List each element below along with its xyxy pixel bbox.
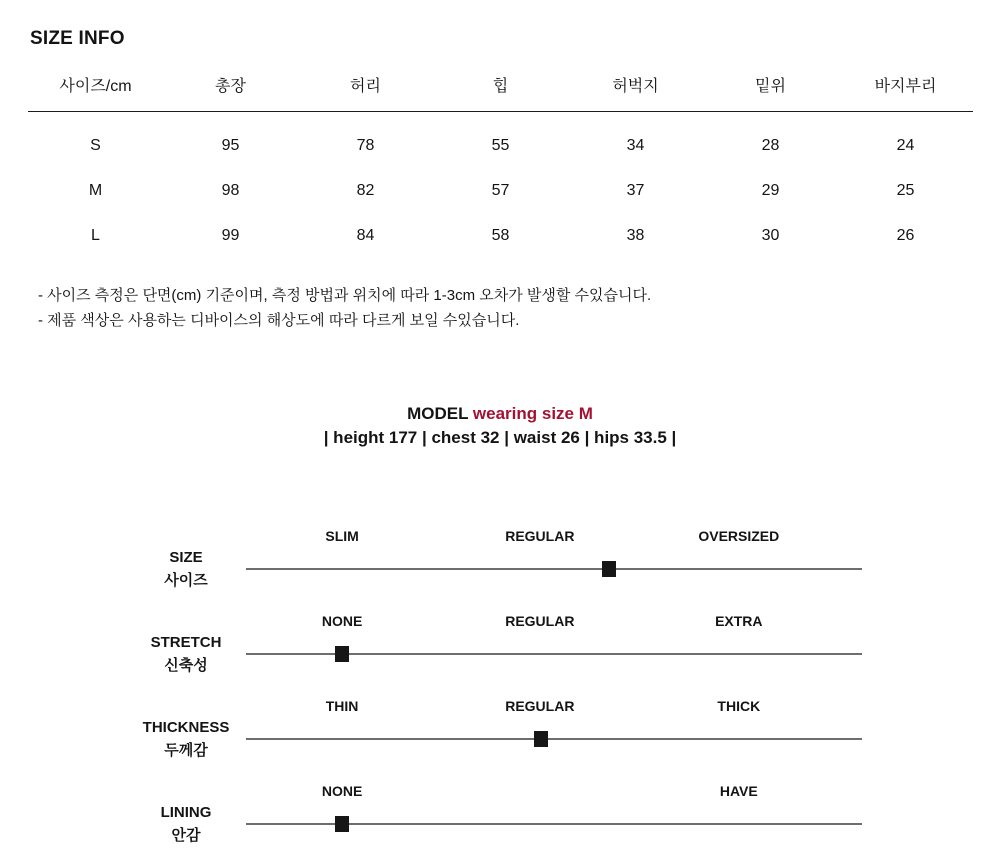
table-row [28, 123, 973, 168]
table-row [28, 168, 973, 213]
size-table [28, 68, 973, 258]
size-table-cell: 58 [491, 227, 510, 244]
size-table-header: 허벅지 [612, 78, 659, 95]
slider-label-ko: 신축성 [164, 657, 208, 674]
slider-option: EXTRA [715, 613, 763, 629]
size-table-cell: 25 [896, 182, 915, 199]
size-table-header-row [28, 68, 973, 112]
slider-option: NONE [321, 783, 363, 799]
slider-marker [602, 561, 616, 577]
slider-row-thickness [0, 690, 1000, 775]
slider-track [246, 690, 862, 775]
slider-line [246, 568, 862, 570]
slider-label-en: STRETCH [150, 634, 222, 651]
size-table-header: 사이즈/cm [59, 78, 132, 95]
size-table-header: 허리 [350, 78, 381, 95]
size-table-cell: 84 [356, 227, 375, 244]
size-table-cell: 82 [356, 182, 375, 199]
size-table-cell: 24 [896, 137, 915, 154]
size-table-header: 총장 [215, 78, 246, 95]
table-row [28, 213, 973, 258]
size-table-cell: M [88, 182, 103, 199]
slider-label-ko: 두께감 [164, 742, 208, 759]
size-table-body [28, 123, 973, 258]
note-line: - 제품 색상은 사용하는 디바이스의 해상도에 따라 다르게 보일 수있습니다. [38, 312, 520, 329]
slider-row-size [0, 520, 1000, 605]
model-label: MODEL [407, 404, 469, 423]
fit-sliders [0, 520, 1000, 860]
slider-row-label [125, 801, 247, 847]
slider-label-ko: 사이즈 [164, 572, 208, 589]
slider-option: NONE [321, 613, 363, 629]
size-table-cell: 26 [896, 227, 915, 244]
size-table-cell: 55 [491, 137, 510, 154]
size-table-cell: 29 [761, 182, 780, 199]
slider-row-label [125, 631, 247, 677]
size-table-header: 힙 [492, 78, 509, 95]
size-table-cell: S [90, 137, 101, 154]
slider-option: REGULAR [505, 698, 575, 714]
model-info [0, 402, 1000, 450]
slider-row-label [125, 716, 247, 762]
size-table-cell: 30 [761, 227, 780, 244]
slider-row-stretch [0, 605, 1000, 690]
slider-option: THIN [325, 698, 359, 714]
size-table-cell: 37 [626, 182, 645, 199]
size-table-cell: 98 [221, 182, 240, 199]
size-table-cell: 95 [221, 137, 240, 154]
size-table-cell: 57 [491, 182, 510, 199]
slider-row-label [125, 546, 247, 592]
slider-track [246, 520, 862, 605]
slider-label-en: THICKNESS [142, 719, 230, 736]
size-table-cell: 78 [356, 137, 375, 154]
slider-option: REGULAR [505, 528, 575, 544]
page-title: SIZE INFO [30, 28, 125, 49]
size-notes [38, 283, 651, 333]
model-wearing-line [0, 402, 1000, 426]
slider-option: OVERSIZED [698, 528, 780, 544]
slider-marker [335, 646, 349, 662]
slider-option: REGULAR [505, 613, 575, 629]
slider-option: SLIM [325, 528, 359, 544]
slider-marker [534, 731, 548, 747]
model-specs-line: | height 177 | chest 32 | waist 26 | hips 33.5 | [323, 428, 677, 447]
slider-label-en: LINING [160, 804, 212, 821]
slider-track [246, 605, 862, 690]
size-table-cell: 28 [761, 137, 780, 154]
slider-row-lining [0, 775, 1000, 860]
slider-label-en: SIZE [169, 549, 203, 566]
slider-option: HAVE [719, 783, 758, 799]
size-table-header: 밑위 [755, 78, 786, 95]
model-wearing-size: wearing size M [472, 404, 593, 423]
size-table-cell: 38 [626, 227, 645, 244]
slider-line [246, 738, 862, 740]
slider-option: THICK [717, 698, 761, 714]
slider-marker [335, 816, 349, 832]
size-table-cell: 99 [221, 227, 240, 244]
size-table-cell: 34 [626, 137, 645, 154]
slider-track [246, 775, 862, 860]
size-table-header: 바지부리 [874, 78, 937, 95]
size-table-cell: L [91, 227, 100, 244]
note-line: - 사이즈 측정은 단면(cm) 기준이며, 측정 방법과 위치에 따라 1-3cm 오차가 발생할 수있습니다. [38, 287, 652, 304]
slider-label-ko: 안감 [171, 827, 201, 844]
